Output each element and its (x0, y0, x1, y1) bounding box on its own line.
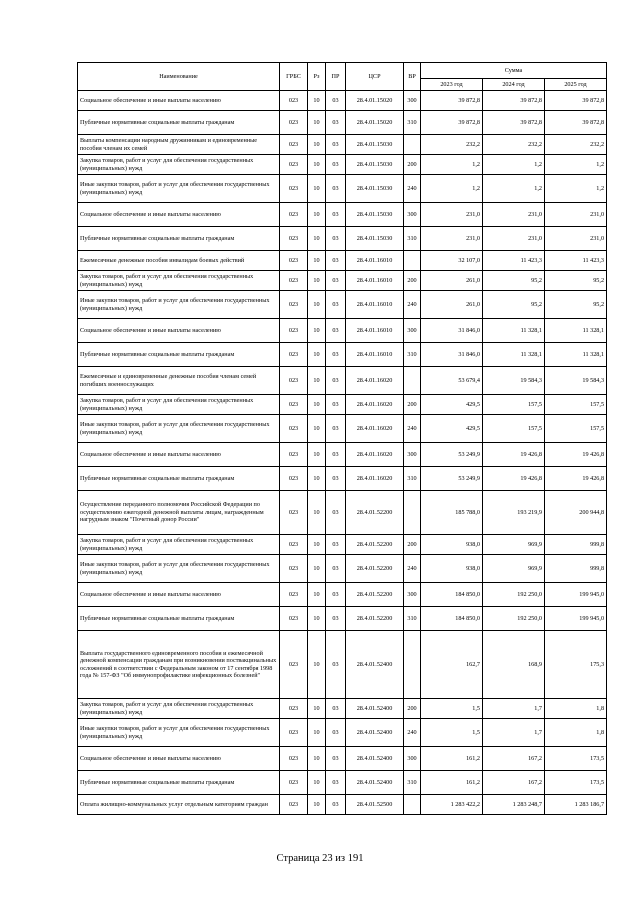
cell-2025: 157,5 (545, 415, 607, 443)
cell-csr: 28.4.01.16020 (346, 443, 404, 467)
cell-2025: 39 872,8 (545, 111, 607, 135)
header-2024: 2024 год (483, 79, 545, 91)
cell-grbs: 023 (280, 271, 308, 291)
cell-rz: 10 (308, 607, 326, 631)
cell-rz: 10 (308, 227, 326, 251)
cell-vr: 300 (404, 443, 421, 467)
cell-2023: 53 249,9 (421, 443, 483, 467)
cell-2024: 231,0 (483, 203, 545, 227)
cell-grbs: 023 (280, 719, 308, 747)
cell-2025: 1,2 (545, 175, 607, 203)
cell-vr: 240 (404, 719, 421, 747)
cell-csr: 28.4.01.16010 (346, 251, 404, 271)
cell-2024: 1,7 (483, 699, 545, 719)
table-row (78, 175, 607, 203)
cell-pr: 03 (326, 135, 346, 155)
cell-rz: 10 (308, 747, 326, 771)
cell-csr: 28.4.01.52200 (346, 555, 404, 583)
cell-2025: 1,8 (545, 699, 607, 719)
table-row (78, 747, 607, 771)
cell-csr: 28.4.01.15030 (346, 135, 404, 155)
cell-2025: 231,0 (545, 227, 607, 251)
table-row (78, 583, 607, 607)
cell-pr: 03 (326, 271, 346, 291)
header-name: Наименование (78, 63, 280, 91)
cell-2025: 39 872,8 (545, 91, 607, 111)
cell-name: Иные закупки товаров, работ и услуг для обеспечения государственных (муниципальных) нужд (78, 555, 280, 583)
cell-2024: 232,2 (483, 135, 545, 155)
cell-2024: 969,9 (483, 555, 545, 583)
cell-pr: 03 (326, 631, 346, 699)
cell-2024: 168,9 (483, 631, 545, 699)
cell-2024: 11 328,1 (483, 343, 545, 367)
cell-2023: 53 249,9 (421, 467, 483, 491)
cell-pr: 03 (326, 111, 346, 135)
cell-grbs: 023 (280, 607, 308, 631)
cell-2023: 261,0 (421, 271, 483, 291)
cell-pr: 03 (326, 491, 346, 535)
cell-grbs: 023 (280, 535, 308, 555)
cell-csr: 28.4.01.16020 (346, 367, 404, 395)
cell-grbs: 023 (280, 251, 308, 271)
cell-name: Социальное обеспечение и иные выплаты населению (78, 319, 280, 343)
cell-name: Выплаты компенсации народным дружинникам и единовременные пособия членам их семей (78, 135, 280, 155)
cell-rz: 10 (308, 583, 326, 607)
cell-pr: 03 (326, 771, 346, 795)
cell-grbs: 023 (280, 395, 308, 415)
table-row (78, 555, 607, 583)
cell-name: Социальное обеспечение и иные выплаты населению (78, 91, 280, 111)
cell-pr: 03 (326, 203, 346, 227)
cell-csr: 28.4.01.52400 (346, 699, 404, 719)
cell-name: Иные закупки товаров, работ и услуг для обеспечения государственных (муниципальных) нужд (78, 291, 280, 319)
page-number: Страница 23 из 191 (276, 853, 364, 864)
cell-csr: 28.4.01.52400 (346, 631, 404, 699)
cell-2023: 31 846,0 (421, 319, 483, 343)
cell-csr: 28.4.01.16010 (346, 319, 404, 343)
cell-rz: 10 (308, 415, 326, 443)
table-body (78, 91, 607, 815)
cell-name: Иные закупки товаров, работ и услуг для обеспечения государственных (муниципальных) нужд (78, 175, 280, 203)
cell-vr: 300 (404, 583, 421, 607)
cell-2023: 938,0 (421, 555, 483, 583)
cell-csr: 28.4.01.15020 (346, 91, 404, 111)
cell-name: Публичные нормативные социальные выплаты гражданам (78, 343, 280, 367)
cell-2025: 1 283 186,7 (545, 795, 607, 815)
cell-2023: 429,5 (421, 395, 483, 415)
cell-2024: 39 872,8 (483, 91, 545, 111)
cell-name: Ежемесячные денежные пособия инвалидам боевых действий (78, 251, 280, 271)
cell-rz: 10 (308, 319, 326, 343)
cell-2023: 161,2 (421, 771, 483, 795)
cell-rz: 10 (308, 367, 326, 395)
document-page (77, 62, 606, 815)
cell-vr (404, 251, 421, 271)
table-row (78, 91, 607, 111)
cell-csr: 28.4.01.16010 (346, 291, 404, 319)
cell-grbs: 023 (280, 135, 308, 155)
cell-grbs: 023 (280, 319, 308, 343)
table-row (78, 111, 607, 135)
cell-name: Социальное обеспечение и иные выплаты населению (78, 203, 280, 227)
cell-grbs: 023 (280, 699, 308, 719)
cell-name: Закупка товаров, работ и услуг для обеспечения государственных (муниципальных) нужд (78, 155, 280, 175)
cell-pr: 03 (326, 747, 346, 771)
cell-2025: 199 945,0 (545, 607, 607, 631)
cell-name: Иные закупки товаров, работ и услуг для обеспечения государственных (муниципальных) нужд (78, 719, 280, 747)
cell-name: Социальное обеспечение и иные выплаты населению (78, 583, 280, 607)
cell-vr: 310 (404, 771, 421, 795)
cell-vr: 200 (404, 155, 421, 175)
cell-vr: 300 (404, 747, 421, 771)
table-row (78, 631, 607, 699)
cell-pr: 03 (326, 535, 346, 555)
cell-2024: 167,2 (483, 747, 545, 771)
cell-vr (404, 135, 421, 155)
cell-2023: 31 846,0 (421, 343, 483, 367)
cell-rz: 10 (308, 271, 326, 291)
cell-csr: 28.4.01.52200 (346, 535, 404, 555)
cell-2023: 1,2 (421, 155, 483, 175)
cell-vr: 240 (404, 175, 421, 203)
cell-2023: 39 872,8 (421, 111, 483, 135)
cell-pr: 03 (326, 443, 346, 467)
cell-csr: 28.4.01.16020 (346, 467, 404, 491)
cell-pr: 03 (326, 291, 346, 319)
cell-2023: 184 850,0 (421, 583, 483, 607)
cell-csr: 28.4.01.52500 (346, 795, 404, 815)
cell-2025: 200 944,8 (545, 491, 607, 535)
cell-rz: 10 (308, 251, 326, 271)
cell-vr: 200 (404, 699, 421, 719)
cell-grbs: 023 (280, 771, 308, 795)
cell-pr: 03 (326, 91, 346, 111)
cell-pr: 03 (326, 343, 346, 367)
cell-2023: 1,5 (421, 699, 483, 719)
cell-2024: 1 283 248,7 (483, 795, 545, 815)
cell-2023: 1,2 (421, 175, 483, 203)
cell-name: Публичные нормативные социальные выплаты гражданам (78, 111, 280, 135)
cell-csr: 28.4.01.15030 (346, 203, 404, 227)
cell-2023: 161,2 (421, 747, 483, 771)
cell-2024: 157,5 (483, 415, 545, 443)
cell-2024: 167,2 (483, 771, 545, 795)
table-row (78, 291, 607, 319)
cell-2024: 231,0 (483, 227, 545, 251)
cell-2024: 193 219,9 (483, 491, 545, 535)
cell-csr: 28.4.01.52200 (346, 491, 404, 535)
cell-csr: 28.4.01.15030 (346, 155, 404, 175)
cell-name: Публичные нормативные социальные выплаты гражданам (78, 607, 280, 631)
budget-table (77, 62, 607, 815)
cell-grbs: 023 (280, 631, 308, 699)
cell-rz: 10 (308, 631, 326, 699)
cell-name: Иные закупки товаров, работ и услуг для обеспечения государственных (муниципальных) нужд (78, 415, 280, 443)
cell-2024: 11 423,3 (483, 251, 545, 271)
cell-rz: 10 (308, 203, 326, 227)
cell-rz: 10 (308, 135, 326, 155)
cell-2023: 938,0 (421, 535, 483, 555)
cell-2025: 11 423,3 (545, 251, 607, 271)
cell-vr: 200 (404, 271, 421, 291)
cell-2025: 173,5 (545, 747, 607, 771)
table-row (78, 271, 607, 291)
cell-rz: 10 (308, 795, 326, 815)
cell-pr: 03 (326, 227, 346, 251)
cell-2025: 999,8 (545, 535, 607, 555)
table-row (78, 135, 607, 155)
cell-grbs: 023 (280, 491, 308, 535)
cell-rz: 10 (308, 343, 326, 367)
cell-grbs: 023 (280, 555, 308, 583)
table-row (78, 395, 607, 415)
cell-2023: 231,0 (421, 227, 483, 251)
cell-2025: 95,2 (545, 271, 607, 291)
cell-csr: 28.4.01.16020 (346, 415, 404, 443)
cell-vr: 310 (404, 607, 421, 631)
cell-name: Ежемесячные и единовременные денежные пособия членам семей погибших военнослужащих (78, 367, 280, 395)
cell-rz: 10 (308, 175, 326, 203)
cell-pr: 03 (326, 395, 346, 415)
cell-2023: 232,2 (421, 135, 483, 155)
cell-2024: 969,9 (483, 535, 545, 555)
table-row (78, 535, 607, 555)
table-row (78, 491, 607, 535)
table-row (78, 467, 607, 491)
cell-2024: 19 426,8 (483, 467, 545, 491)
table-row (78, 203, 607, 227)
cell-grbs: 023 (280, 111, 308, 135)
cell-grbs: 023 (280, 155, 308, 175)
cell-name: Закупка товаров, работ и услуг для обеспечения государственных (муниципальных) нужд (78, 395, 280, 415)
cell-vr (404, 367, 421, 395)
cell-2024: 95,2 (483, 291, 545, 319)
cell-2024: 39 872,8 (483, 111, 545, 135)
cell-2023: 53 679,4 (421, 367, 483, 395)
cell-2025: 11 328,1 (545, 319, 607, 343)
cell-vr: 310 (404, 111, 421, 135)
cell-csr: 28.4.01.15030 (346, 227, 404, 251)
cell-name: Закупка товаров, работ и услуг для обеспечения государственных (муниципальных) нужд (78, 699, 280, 719)
cell-rz: 10 (308, 111, 326, 135)
cell-grbs: 023 (280, 291, 308, 319)
cell-2024: 19 584,3 (483, 367, 545, 395)
cell-pr: 03 (326, 367, 346, 395)
cell-csr: 28.4.01.16010 (346, 271, 404, 291)
table-row (78, 771, 607, 795)
cell-grbs: 023 (280, 415, 308, 443)
cell-name: Социальное обеспечение и иные выплаты населению (78, 747, 280, 771)
cell-2025: 19 426,8 (545, 443, 607, 467)
header-2025: 2025 год (545, 79, 607, 91)
cell-pr: 03 (326, 583, 346, 607)
cell-2024: 19 426,8 (483, 443, 545, 467)
cell-vr: 240 (404, 555, 421, 583)
cell-pr: 03 (326, 719, 346, 747)
cell-csr: 28.4.01.52400 (346, 747, 404, 771)
cell-vr: 200 (404, 535, 421, 555)
cell-2025: 999,8 (545, 555, 607, 583)
cell-2025: 19 426,8 (545, 467, 607, 491)
cell-name: Закупка товаров, работ и услуг для обеспечения государственных (муниципальных) нужд (78, 271, 280, 291)
cell-pr: 03 (326, 155, 346, 175)
cell-vr: 240 (404, 415, 421, 443)
cell-rz: 10 (308, 771, 326, 795)
cell-vr: 310 (404, 227, 421, 251)
cell-grbs: 023 (280, 583, 308, 607)
cell-2023: 429,5 (421, 415, 483, 443)
header-pr: ПР (326, 63, 346, 91)
cell-2025: 95,2 (545, 291, 607, 319)
table-row (78, 795, 607, 815)
cell-2023: 1 283 422,2 (421, 795, 483, 815)
cell-csr: 28.4.01.52200 (346, 607, 404, 631)
table-row (78, 367, 607, 395)
cell-name: Осуществление переданного полномочия Российской Федерации по осуществлению ежегодной денежной выплаты лицам, награжденным нагрудным знаком "Почетный донор России" (78, 491, 280, 535)
cell-grbs: 023 (280, 343, 308, 367)
cell-2024: 95,2 (483, 271, 545, 291)
cell-pr: 03 (326, 699, 346, 719)
cell-csr: 28.4.01.52200 (346, 583, 404, 607)
cell-csr: 28.4.01.15030 (346, 175, 404, 203)
cell-2024: 192 250,0 (483, 583, 545, 607)
cell-pr: 03 (326, 319, 346, 343)
table-row (78, 443, 607, 467)
cell-name: Социальное обеспечение и иные выплаты населению (78, 443, 280, 467)
cell-name: Закупка товаров, работ и услуг для обеспечения государственных (муниципальных) нужд (78, 535, 280, 555)
cell-2023: 184 850,0 (421, 607, 483, 631)
cell-name: Публичные нормативные социальные выплаты гражданам (78, 467, 280, 491)
cell-pr: 03 (326, 555, 346, 583)
cell-name: Публичные нормативные социальные выплаты гражданам (78, 771, 280, 795)
cell-2025: 173,5 (545, 771, 607, 795)
cell-vr (404, 631, 421, 699)
cell-2025: 11 328,1 (545, 343, 607, 367)
header-2023: 2023 год (421, 79, 483, 91)
header-csr: ЦСР (346, 63, 404, 91)
table-row (78, 415, 607, 443)
cell-rz: 10 (308, 719, 326, 747)
cell-rz: 10 (308, 395, 326, 415)
cell-2025: 1,2 (545, 155, 607, 175)
cell-grbs: 023 (280, 467, 308, 491)
header-vr: ВР (404, 63, 421, 91)
cell-pr: 03 (326, 607, 346, 631)
header-sum: Сумма (421, 63, 607, 79)
cell-grbs: 023 (280, 227, 308, 251)
cell-pr: 03 (326, 795, 346, 815)
cell-vr (404, 491, 421, 535)
cell-2023: 261,0 (421, 291, 483, 319)
cell-name: Публичные нормативные социальные выплаты гражданам (78, 227, 280, 251)
cell-rz: 10 (308, 291, 326, 319)
cell-csr: 28.4.01.15020 (346, 111, 404, 135)
table-row (78, 251, 607, 271)
cell-rz: 10 (308, 535, 326, 555)
cell-pr: 03 (326, 251, 346, 271)
cell-2024: 192 250,0 (483, 607, 545, 631)
cell-pr: 03 (326, 415, 346, 443)
cell-vr: 310 (404, 343, 421, 367)
cell-grbs: 023 (280, 795, 308, 815)
cell-vr: 300 (404, 91, 421, 111)
cell-2025: 1,8 (545, 719, 607, 747)
table-row (78, 719, 607, 747)
cell-csr: 28.4.01.16010 (346, 343, 404, 367)
cell-rz: 10 (308, 555, 326, 583)
cell-csr: 28.4.01.52400 (346, 771, 404, 795)
cell-rz: 10 (308, 467, 326, 491)
cell-grbs: 023 (280, 443, 308, 467)
table-row (78, 699, 607, 719)
cell-2025: 199 945,0 (545, 583, 607, 607)
cell-vr: 200 (404, 395, 421, 415)
cell-rz: 10 (308, 699, 326, 719)
cell-2025: 175,3 (545, 631, 607, 699)
cell-2024: 157,5 (483, 395, 545, 415)
cell-csr: 28.4.01.16020 (346, 395, 404, 415)
cell-grbs: 023 (280, 367, 308, 395)
cell-2024: 1,2 (483, 175, 545, 203)
cell-rz: 10 (308, 491, 326, 535)
cell-2025: 19 584,3 (545, 367, 607, 395)
cell-2024: 11 328,1 (483, 319, 545, 343)
cell-2025: 232,2 (545, 135, 607, 155)
table-row (78, 343, 607, 367)
table-row (78, 319, 607, 343)
cell-csr: 28.4.01.52400 (346, 719, 404, 747)
cell-pr: 03 (326, 175, 346, 203)
cell-rz: 10 (308, 443, 326, 467)
cell-vr: 300 (404, 319, 421, 343)
table-row (78, 155, 607, 175)
cell-rz: 10 (308, 155, 326, 175)
cell-pr: 03 (326, 467, 346, 491)
cell-grbs: 023 (280, 91, 308, 111)
header-rz: Рз (308, 63, 326, 91)
cell-2024: 1,2 (483, 155, 545, 175)
cell-2025: 231,0 (545, 203, 607, 227)
cell-grbs: 023 (280, 175, 308, 203)
cell-vr: 310 (404, 467, 421, 491)
cell-name: Оплата жилищно-коммунальных услуг отдельным категориям граждан (78, 795, 280, 815)
cell-2023: 162,7 (421, 631, 483, 699)
cell-name: Выплата государственного единовременного пособия и ежемесячной денежной компенсации гражданам при возникновении поствакцинальных осложнений в соответствии с Федеральным законом от 17 сентября 1998 года № 157-ФЗ "Об иммунопрофилактике инфекционных болезней" (78, 631, 280, 699)
table-row (78, 227, 607, 251)
cell-rz: 10 (308, 91, 326, 111)
cell-grbs: 023 (280, 747, 308, 771)
cell-2025: 157,5 (545, 395, 607, 415)
cell-2023: 231,0 (421, 203, 483, 227)
cell-vr: 300 (404, 203, 421, 227)
cell-grbs: 023 (280, 203, 308, 227)
cell-2024: 1,7 (483, 719, 545, 747)
cell-2023: 185 788,0 (421, 491, 483, 535)
cell-vr: 240 (404, 291, 421, 319)
table-row (78, 607, 607, 631)
header-grbs: ГРБС (280, 63, 308, 91)
cell-2023: 32 107,0 (421, 251, 483, 271)
cell-2023: 39 872,8 (421, 91, 483, 111)
cell-vr (404, 795, 421, 815)
cell-2023: 1,5 (421, 719, 483, 747)
